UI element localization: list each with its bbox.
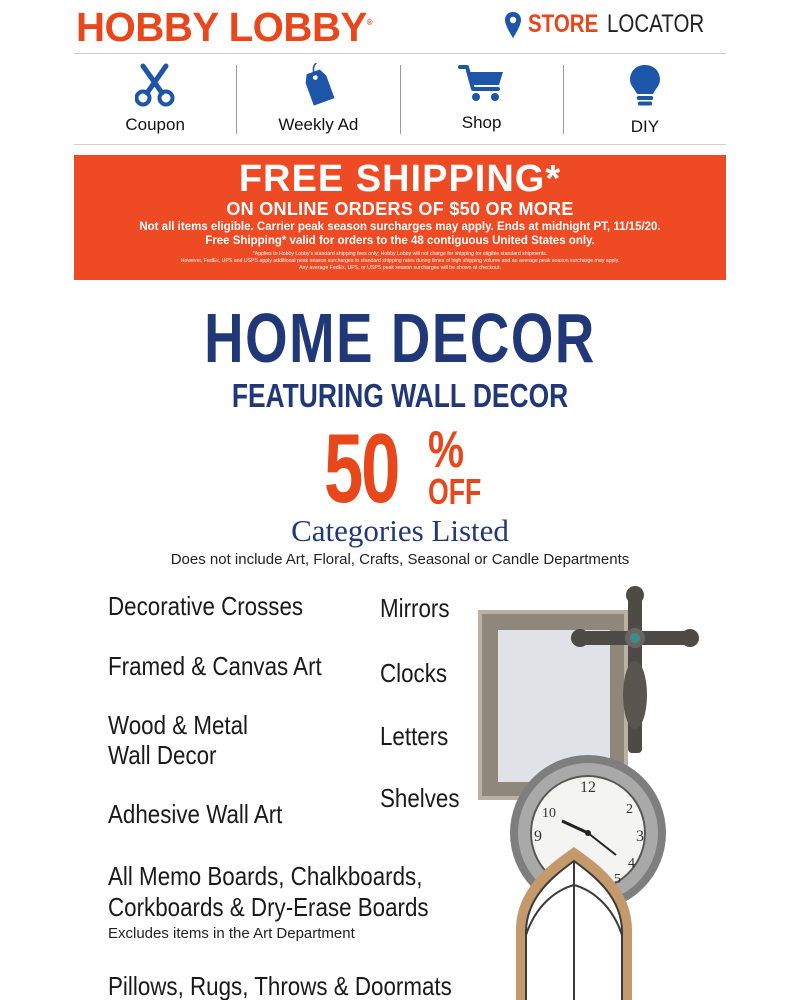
- category-decorative-crosses[interactable]: Decorative Crosses: [108, 591, 304, 621]
- off-label: OFF: [428, 471, 482, 512]
- logo-text: HOBBY LOBBY: [76, 4, 367, 50]
- category-framed-canvas-art[interactable]: Framed & Canvas Art: [108, 651, 322, 681]
- tag-icon: [300, 63, 336, 107]
- store-locator-link[interactable]: [504, 10, 704, 39]
- hobby-lobby-logo[interactable]: [76, 4, 372, 51]
- category-pillows-rugs[interactable]: Pillows, Rugs, Throws & Doormats: [108, 971, 452, 1000]
- category-wood-metal-wall-decor-line2[interactable]: Wall Decor: [108, 740, 217, 770]
- locator-label: LOCATOR: [607, 10, 705, 38]
- nav-item-coupon[interactable]: [74, 65, 237, 134]
- discount-badge: [324, 413, 504, 523]
- banner-note-2: Free Shipping* valid for orders to the 48 contiguous United States only.: [205, 235, 595, 247]
- lightbulb-icon: [627, 63, 663, 109]
- location-pin-icon: [504, 11, 522, 39]
- free-shipping-banner[interactable]: [74, 155, 726, 280]
- store-label: STORE: [527, 10, 599, 38]
- nav-item-weekly-ad[interactable]: [237, 65, 400, 134]
- category-adhesive-wall-art[interactable]: Adhesive Wall Art: [108, 799, 283, 829]
- banner-note-1: Not all items eligible. Carrier peak season surcharges may apply. Ends at midnight PT, 11/15/20.: [139, 221, 661, 233]
- category-letters[interactable]: Letters: [380, 721, 449, 751]
- categories-listed-label: Categories Listed: [291, 513, 509, 548]
- svg-text:2: 2: [626, 802, 633, 817]
- nav-bar: [74, 55, 726, 145]
- nav-label-shop: Shop: [461, 113, 502, 132]
- banner-fine-2: However, FedEx, UPS and USPS apply additional peak season surcharges to standard shipping rates during times of high shipping volume and an average peak season surcharge may apply.: [180, 258, 620, 264]
- category-shelves[interactable]: Shelves: [380, 783, 460, 813]
- category-memo-boards-note: Excludes items in the Art Department: [108, 925, 355, 942]
- category-wood-metal-wall-decor[interactable]: Wood & Metal: [108, 710, 249, 740]
- category-memo-boards-line2[interactable]: Corkboards & Dry-Erase Boards: [108, 892, 429, 922]
- nav-item-shop[interactable]: [401, 65, 564, 134]
- category-memo-boards[interactable]: All Memo Boards, Chalkboards,: [108, 861, 423, 891]
- banner-fine-3: Any average FedEx, UPS, or USPS peak season surcharges will be shown at checkout.: [299, 265, 501, 271]
- category-clocks[interactable]: Clocks: [380, 658, 448, 688]
- svg-text:12: 12: [580, 779, 596, 796]
- promo-disclaimer: Does not include Art, Floral, Crafts, Seasonal or Candle Departments: [170, 551, 630, 568]
- discount-percent: 50: [324, 413, 399, 523]
- nav-label-diy: DIY: [630, 117, 660, 136]
- percent-sign: %: [428, 421, 465, 479]
- promo-headline: HOME DECOR: [204, 299, 596, 377]
- nav-label-weekly-ad: Weekly Ad: [278, 115, 359, 134]
- header: [74, 0, 726, 54]
- banner-fine-1: *Applies to Hobby Lobby's standard shipping fees only; Hobby Lobby will not charge for shipping for eligible standard shipments.: [252, 251, 548, 257]
- category-mirrors[interactable]: Mirrors: [380, 593, 450, 623]
- nav-item-diy[interactable]: [564, 65, 726, 134]
- wall-decor-collage-image: [476, 585, 726, 1000]
- svg-text:9: 9: [534, 828, 542, 845]
- banner-title: FREE SHIPPING*: [238, 158, 562, 200]
- scissors-icon: [135, 63, 175, 107]
- nav-label-coupon: Coupon: [125, 115, 185, 134]
- registered-mark: ®: [366, 18, 373, 27]
- banner-subtitle: ON ONLINE ORDERS OF $50 OR MORE: [226, 199, 574, 219]
- promo-subheadline: FEATURING WALL DECOR: [231, 377, 569, 414]
- svg-text:5: 5: [614, 872, 621, 887]
- svg-text:3: 3: [636, 828, 644, 845]
- svg-text:4: 4: [628, 856, 635, 871]
- svg-text:10: 10: [542, 806, 556, 821]
- cart-icon: [458, 63, 506, 103]
